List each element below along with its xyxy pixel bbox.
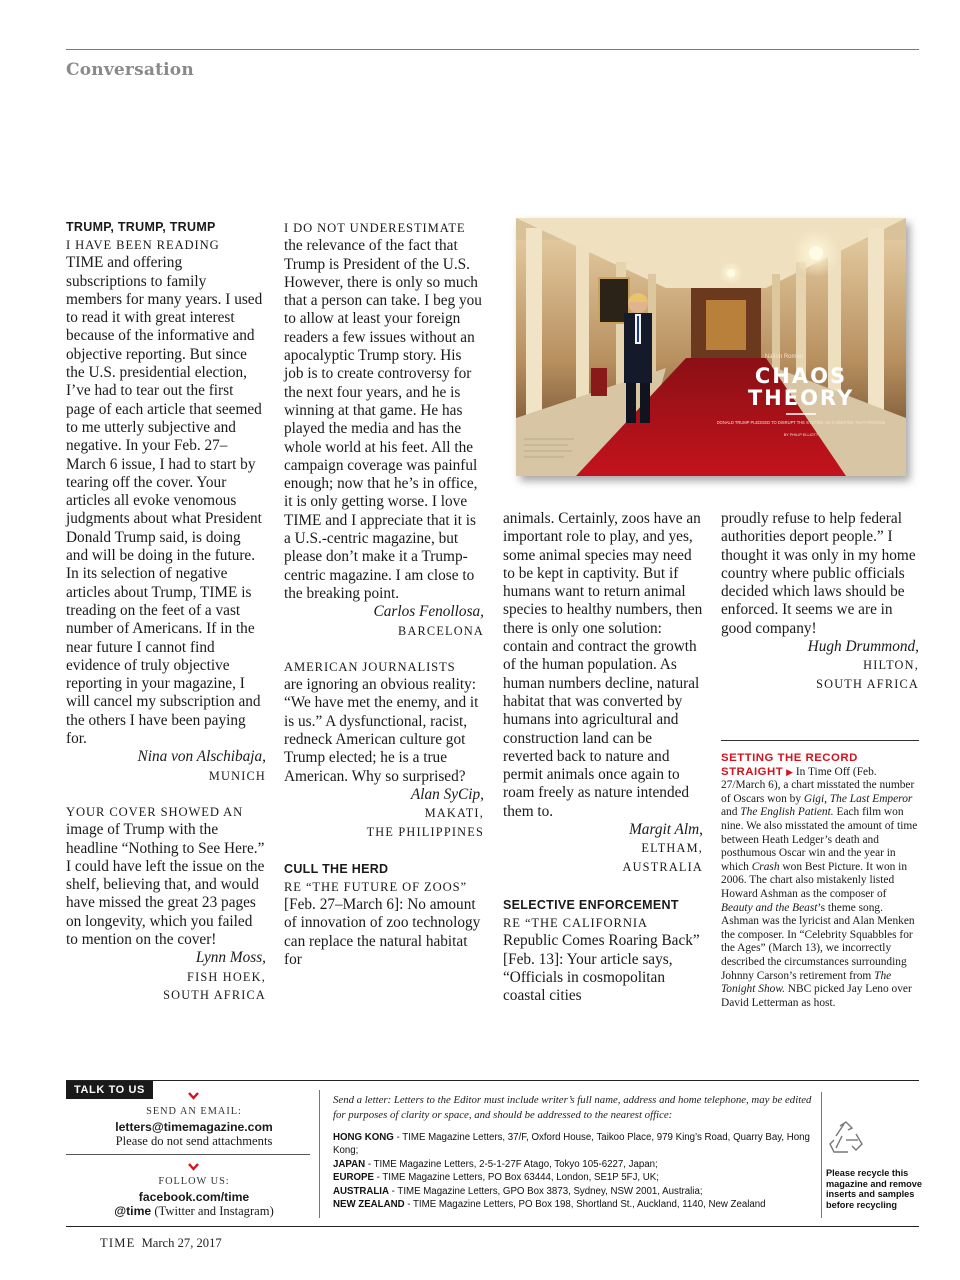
letter-headline: TRUMP, TRUMP, TRUMP (66, 220, 216, 234)
letter-location: FISH HOEK, (187, 969, 266, 984)
talk-to-us-tag: TALK TO US (66, 1081, 153, 1099)
letters-column-1 (66, 219, 266, 1004)
chevron-down-icon (187, 1089, 200, 1102)
follow-label: FOLLOW US: (158, 1176, 230, 1187)
letter-enforcement: RE “THE CALIFORNIA Republic Comes Roaring Back” [Feb. 13]: Your article says, “Officials in cosmopolitan coastal cities (503, 915, 700, 1005)
letter-cull: RE “THE FUTURE OF ZOOS” [Feb. 27–March 6]: No amount of innovation of zoo technology can replace the natural habitat for (284, 879, 481, 968)
cover-title-line1: CHAOS (754, 364, 848, 388)
letter-location: MAKATI, (424, 806, 484, 821)
letter-signature: Margit Alm, (629, 821, 703, 839)
email-label: SEND AN EMAIL: (146, 1106, 242, 1117)
footer-bottom-rule (66, 1226, 919, 1227)
letter-location: ELTHAM, (641, 841, 703, 856)
letter-cover: YOUR COVER SHOWED AN image of Trump with the headline “Nothing to See Here.” I could have left the issue on the shelf, believing that, and would have missed the great 23 pages on longevity, which you failed to mention on the cover! (66, 804, 265, 948)
cover-byline: BY PHILIP ELLIOTT (783, 433, 819, 437)
letter-location: MUNICH (208, 768, 266, 783)
letter-cull-continued: animals. Certainly, zoos have an important role to play, and yes, some animal species may need to be kept in captivity. But if humans want to return animal species to healthy numbers, then there is only one solution: contain and contract the growth of the human population. As human numbers decline, natural habitat that was converted by humans into agricultural and construction land can be reverted back to nature and permit animals once again to roam freely as nature intended them to. (503, 510, 703, 820)
letters-column-2 (284, 219, 484, 969)
section-title: Conversation (66, 60, 194, 80)
letter-location: BARCELONA (398, 623, 484, 638)
correction-label-2: STRAIGHT (721, 765, 784, 778)
letter-headline: CULL THE HERD (284, 861, 389, 876)
follow-block (80, 1175, 308, 1219)
letter-underestimate: I DO NOT UNDERESTIMATE the relevance of the fact that Trump is President of the U.S. However, there is only so much that a person can take. I beg you to allow at least your foreign readers a few issues without an apocalyptic Trump story. His job is to create controversy for the next four years, and he is winning at that game. He has played the media and has the whole world at his feet. All the campaign coverage was painful enough; now that he’s in office, it is only getting worse. I love TIME and I appreciate that it is a U.S.-centric magazine, but please don’t make it a Trump-centric magazine. I am close to the breaking point. (284, 221, 482, 602)
folio-date: March 27, 2017 (141, 1236, 222, 1250)
cover-title-line2: THEORY (747, 386, 855, 410)
recycle-block (826, 1120, 922, 1210)
letter-journalists: AMERICAN JOURNALISTS are ignoring an obvious reality: “We have met the enemy, and it is us.” A dysfunctional, racist, redneck American culture got Trump elected; he is a true American. Why so surprised? (284, 659, 479, 785)
letter-location: AUSTRALIA (622, 859, 703, 874)
letter-location: SOUTH AFRICA (163, 987, 266, 1002)
letter-location: THE PHILIPPINES (366, 824, 484, 839)
letter-signature: Hugh Drummond, (807, 638, 919, 656)
correction-label: SETTING THE RECORD (721, 752, 858, 764)
email-note: Please do not send attachments (115, 1134, 273, 1148)
office-line: HONG KONG - TIME Magazine Letters, 37/F, Oxford House, Taikoo Place, 979 King’s Road, Quarry Bay, Hong Kong; (333, 1132, 810, 1157)
triangle-icon: ▶ (786, 766, 793, 777)
email-link[interactable]: letters@timemagazine.com (115, 1119, 273, 1134)
office-line: JAPAN - TIME Magazine Letters, 2-5-1-27F Atago, Tokyo 105-6227, Japan; (333, 1158, 658, 1170)
office-line: EUROPE - TIME Magazine Letters, PO Box 63444, London, SE1P 5FJ, UK; (333, 1172, 659, 1184)
cover-kicker: Nation Roman (764, 354, 804, 360)
letter-addresses (333, 1093, 818, 1211)
correction-rule (721, 740, 919, 741)
office-line: AUSTRALIA - TIME Magazine Letters, GPO Box 3873, Sydney, NSW 2001, Australia; (333, 1185, 703, 1197)
top-rule (66, 49, 919, 50)
handle-link[interactable]: @time (114, 1204, 152, 1218)
letter-intro: Send a letter: Letters to the Editor must include writer’s full name, address and home telephone, may be edited for purposes of clarity or space, and should be addressed to the nearest office: (333, 1094, 812, 1121)
social-handle: @time (Twitter and Instagram) (114, 1204, 274, 1218)
letter-location: SOUTH AFRICA (816, 676, 919, 691)
letter-location: HILTON, (863, 658, 919, 673)
footer-top-rule (66, 1080, 919, 1081)
letters-column-4 (721, 510, 919, 693)
letters-column-3 (503, 510, 703, 1005)
recycle-icon (826, 1120, 866, 1156)
email-block (80, 1105, 308, 1149)
letter-signature: Carlos Fenollosa, (373, 603, 484, 621)
folio (100, 1236, 222, 1251)
letter-trump: I HAVE BEEN READING TIME and offering subscriptions to family members for many years. I used to read it with great interest because of the informative and objective reporting. But since the U.S. presidential election, I’ve had to tear out the first page of each article that seemed to me utterly subjective and negative. In your Feb. 27–March 6 issue, I had to start by tearing off the cover. Your articles all evoke venomous judgments about what President Donald Trump said, is doing and will be doing in the future. In its selection of negative articles about Trump, TIME is treading on the feet of a vast number of Americans. If in the near future I cannot find evidence of truly objective reporting in your magazine, I will cancel my subscription and the others I have been paying for. (66, 238, 263, 748)
office-list (333, 1131, 818, 1211)
cover-dek: DONALD TRUMP PLEDGED TO DISRUPT THE SYSTEM. HE’S KEEPING THAT PROMISE (716, 420, 886, 425)
cover-photo-illustration (516, 218, 906, 476)
folio-brand: TIME (100, 1236, 136, 1250)
letter-signature: Alan SyCip, (410, 785, 484, 803)
office-line: NEW ZEALAND - TIME Magazine Letters, PO Box 198, Shortland St., Auckland, 1140, New Zealand (333, 1199, 766, 1211)
letter-signature: Nina von Alschibaja, (137, 748, 266, 766)
chevron-down-icon (187, 1160, 200, 1173)
letter-signature: Lynn Moss, (195, 949, 266, 967)
facebook-link[interactable]: facebook.com/time (138, 1189, 250, 1204)
footer-vertical-rule-2 (821, 1092, 822, 1218)
cover-image (516, 218, 906, 476)
letter-enforcement-continued: proudly refuse to help federal authorities deport people.” I thought it was only in my home country where public officials decided which laws should be enforced. It seems we are in good company! (721, 510, 916, 637)
setting-the-record-straight: SETTING THE RECORD STRAIGHT ▶ In Time Off (Feb. 27/March 6), a chart misstated the number of Oscars won by Gigi, The Last Emperor and The English Patient. Each film won nine. We also misstated the amount of time between Heath Ledger’s death and posthumous Oscar win and the year in which Crash won Best Picture. It won in 2006. The chart also mistakenly listed Howard Ashman as the composer of Beauty and the Beast’s theme song. Ashman was the lyricist and Alan Menken the composer. In “Celebrity Squabbles for the Ages” (March 13), we incorrectly described the circumstances surrounding Johnny Carson’s retirement from The Tonight Show. NBC picked Jay Leno over David Letterman as host. (721, 752, 918, 1009)
letter-headline: SELECTIVE ENFORCEMENT (503, 897, 679, 912)
footer-divider (66, 1154, 310, 1155)
footer-vertical-rule (319, 1090, 320, 1218)
recycle-text: Please recycle this magazine and remove inserts and samples before recycling (826, 1168, 922, 1210)
